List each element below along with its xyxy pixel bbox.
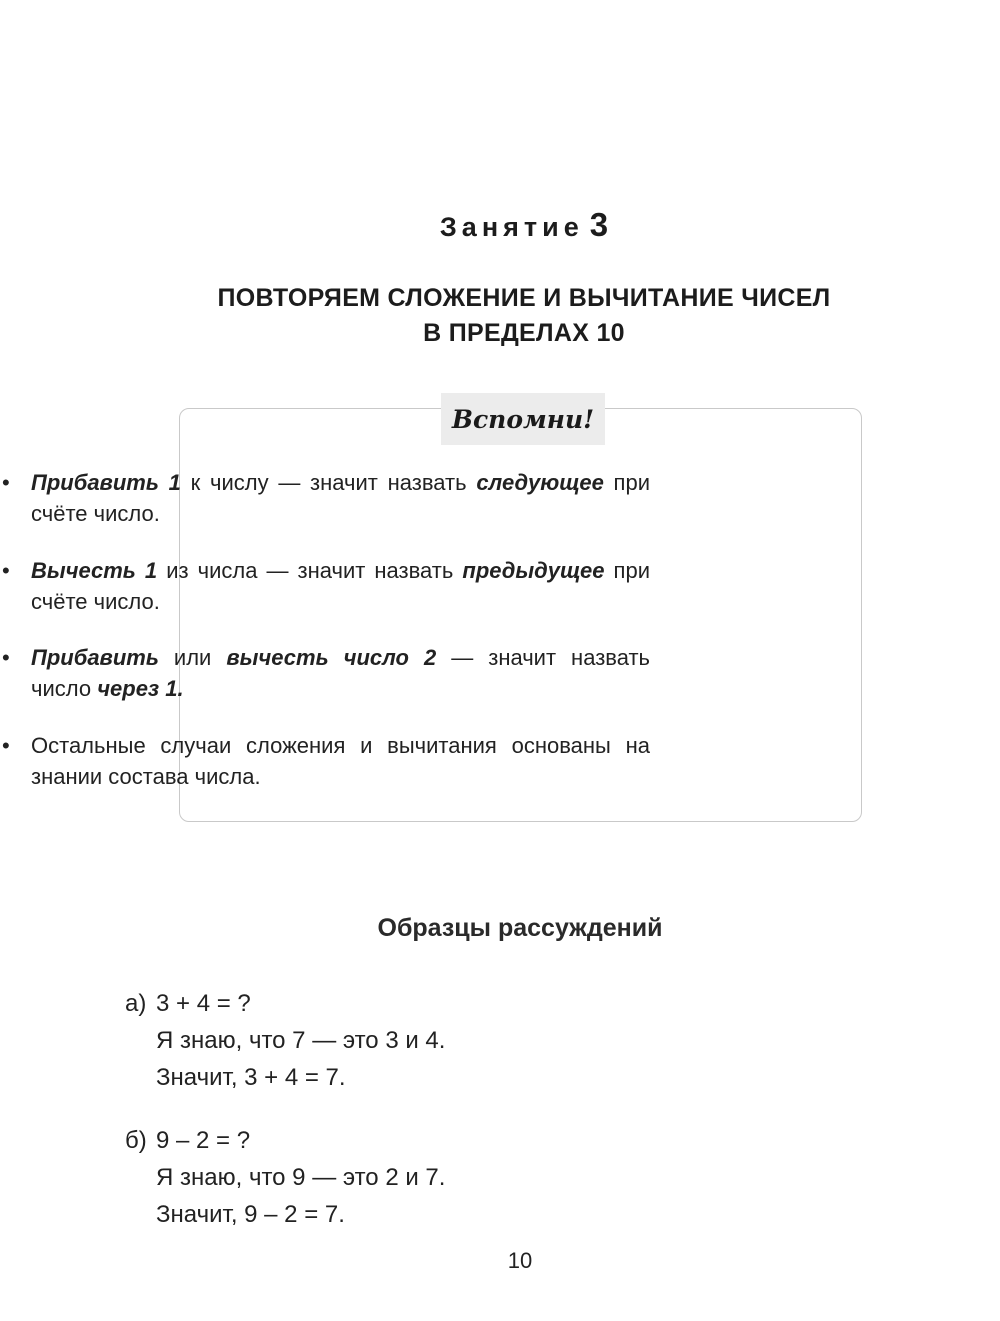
example-expression: 3 + 4 = ? (156, 990, 251, 1017)
rule-text: Остальные случаи сложения и вычитания основаны на знании состава числа. (31, 733, 650, 789)
example-marker: б) (125, 1127, 147, 1154)
rule-text: — значит назвать число (31, 645, 651, 701)
rule-item-subtract-one (0, 555, 650, 617)
rule-bold-text: через 1. (97, 676, 184, 701)
rule-text: при счёте число. (31, 558, 650, 614)
topic-title-line-1: ПОВТОРЯЕМ СЛОЖЕНИЕ И ВЫЧИТАНИЕ ЧИСЕЛ (217, 284, 831, 312)
lesson-title (0, 206, 1000, 244)
remember-label: Вспомни! (441, 393, 605, 445)
page-number: 10 (507, 1248, 533, 1273)
rule-text: к числу — значит назвать (180, 470, 477, 495)
example-a (125, 985, 445, 1096)
rule-text: или (158, 645, 227, 670)
rule-bold-text: предыдущее (462, 558, 605, 583)
samples-heading: Образцы рассуждений (377, 914, 663, 942)
rule-text: из числа — значит назвать (157, 558, 463, 583)
example-reasoning: Я знаю, что 7 — это 3 и 4. (156, 1027, 446, 1054)
example-marker: а) (125, 990, 147, 1017)
example-reasoning: Я знаю, что 9 — это 2 и 7. (156, 1164, 446, 1191)
rule-bold-text: вычесть число 2 (226, 645, 437, 670)
rule-item-add-one (0, 467, 650, 529)
bullet-icon: • (2, 558, 10, 583)
rule-item-two (0, 642, 650, 704)
rule-bold-text: Вычесть 1 (31, 558, 158, 583)
rule-item-other-cases (0, 730, 650, 792)
bullet-icon: • (2, 733, 10, 758)
example-conclusion: Значит, 9 – 2 = 7. (156, 1201, 345, 1228)
example-expression: 9 – 2 = ? (156, 1127, 251, 1154)
lesson-word: Занятие (439, 212, 584, 242)
topic-title-line-2: В ПРЕДЕЛАХ 10 (423, 319, 625, 347)
example-conclusion: Значит, 3 + 4 = 7. (156, 1064, 346, 1091)
bullet-icon: • (2, 470, 10, 495)
topic-title (0, 281, 1000, 351)
lesson-number: 3 (589, 206, 609, 243)
rule-text: при счёте число. (31, 470, 650, 526)
example-b (125, 1122, 445, 1233)
rule-bold-text: Прибавить 1 (31, 470, 181, 495)
rule-bold-text: Прибавить (31, 645, 159, 670)
bullet-icon: • (2, 645, 10, 670)
rule-bold-text: следующее (476, 470, 604, 495)
